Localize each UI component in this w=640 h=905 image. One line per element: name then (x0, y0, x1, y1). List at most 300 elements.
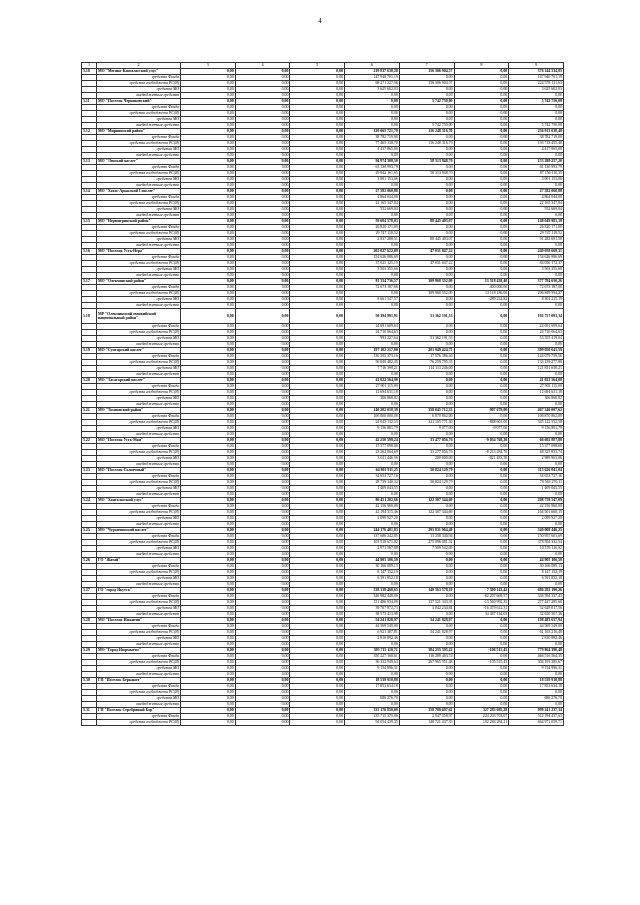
value-cell: 464 971 059,71 (509, 720, 564, 726)
value-cell: 0,00 (454, 105, 509, 111)
value-cell: 0,00 (509, 105, 564, 111)
value-cell: 0,00 (454, 414, 509, 420)
value-cell: 0,00 (290, 303, 345, 309)
value-cell: 0,00 (181, 159, 236, 165)
row-label-cell: средства МО (97, 267, 181, 273)
value-cell: 0,00 (454, 354, 509, 360)
value-cell: 0,00 (290, 93, 345, 99)
value-cell: 0,00 (181, 285, 236, 291)
value-cell: 0,00 (454, 129, 509, 135)
value-cell: 0,00 (181, 414, 236, 420)
row-number-cell: 5.16 (82, 249, 97, 255)
value-cell: 0,00 (235, 588, 290, 594)
value-cell: 0,00 (290, 564, 345, 570)
value-cell: 0,00 (290, 201, 345, 207)
value-cell: 0,00 (235, 267, 290, 273)
value-cell: 0,00 (399, 696, 454, 702)
value-cell: 3 611 446,56 (345, 456, 400, 462)
value-cell: 275 096 081,52 (399, 540, 454, 546)
value-cell: 0,00 (399, 243, 454, 249)
row-label-cell: МО "Город Нюрмыгэм" (97, 648, 181, 654)
value-cell: 0,00 (235, 123, 290, 129)
value-cell: 10 576 110,02 (509, 546, 564, 552)
value-cell: 0,00 (399, 87, 454, 93)
value-cell: 0,00 (181, 330, 236, 336)
value-cell: 0,00 (399, 297, 454, 303)
value-cell: 0,00 (181, 486, 236, 492)
value-cell: 0,00 (181, 261, 236, 267)
value-cell: 0,00 (181, 570, 236, 576)
value-cell: 235 715 375,00 (345, 714, 400, 720)
value-cell: 0,00 (454, 99, 509, 105)
value-cell: 9 156 881,79 (345, 426, 400, 432)
value-cell: 0,00 (290, 330, 345, 336)
row-label-cell: средства Фонда (97, 384, 181, 390)
value-cell: 0,00 (235, 486, 290, 492)
value-cell: 0,00 (290, 195, 345, 201)
value-cell: 0,00 (235, 201, 290, 207)
value-cell: 0,00 (181, 303, 236, 309)
row-label-cell: средства МО (97, 87, 181, 93)
value-cell: 0,00 (235, 624, 290, 630)
row-label-cell: средства МО (97, 177, 181, 183)
value-cell: 277 447 285,60 (509, 600, 564, 606)
header-cell: 5 (290, 63, 345, 69)
value-cell: 0,00 (290, 582, 345, 588)
value-cell: 350 227 160,61 (345, 654, 400, 660)
value-cell: 33 277 056,76 (399, 450, 454, 456)
value-cell: 224 203 703,07 (454, 714, 509, 720)
value-cell: 0,00 (290, 249, 345, 255)
value-cell: 0,00 (235, 207, 290, 213)
value-cell: 0,00 (290, 105, 345, 111)
value-cell: 0,00 (235, 438, 290, 444)
value-cell: 0,00 (454, 690, 509, 696)
value-cell: 0,00 (290, 594, 345, 600)
value-cell: 0,00 (235, 105, 290, 111)
value-cell: 0,00 (509, 213, 564, 219)
table-subrow (82, 720, 564, 726)
value-cell: 0,00 (290, 600, 345, 606)
value-cell: 0,00 (454, 582, 509, 588)
value-cell: 0,00 (235, 378, 290, 384)
value-cell: 3 503 355,60 (509, 267, 564, 273)
value-cell: 3 625 602,03 (509, 87, 564, 93)
value-cell: 0,00 (290, 117, 345, 123)
row-label-cell: МО "Поселок Усть-Мая" (97, 438, 181, 444)
value-cell: 0,00 (181, 540, 236, 546)
value-cell: 58 313 948,70 (399, 171, 454, 177)
value-cell: 0,00 (454, 117, 509, 123)
value-cell: 236 913 038,40 (509, 129, 564, 135)
value-cell: 0,00 (235, 618, 290, 624)
row-number-cell (82, 720, 97, 726)
value-cell: 34 653 727,16 (509, 474, 564, 480)
value-cell: 0,00 (290, 414, 345, 420)
value-cell: 0,00 (290, 207, 345, 213)
value-cell: 156 306 904,57 (399, 81, 454, 87)
value-cell: 156 306 904,57 (399, 69, 454, 75)
value-cell: 2 947 358,97 (399, 714, 454, 720)
value-cell: 0,00 (454, 504, 509, 510)
value-cell: -289 232,82 (454, 297, 509, 303)
value-cell: 0,00 (454, 303, 509, 309)
value-cell: 0,00 (290, 558, 345, 564)
value-cell: 8 147 152,19 (509, 570, 564, 576)
value-cell: 81 334 736,57 (345, 279, 400, 285)
row-number-cell: 5.12 (82, 129, 97, 135)
value-cell: 61 130 993,79 (509, 165, 564, 171)
value-cell: 0,00 (345, 462, 400, 468)
row-label-cell: средства госбюджета РС(Я) (97, 540, 181, 546)
value-cell: 0,00 (454, 510, 509, 516)
value-cell: 0,00 (399, 75, 454, 81)
value-cell: 0,00 (235, 183, 290, 189)
value-cell: 79 563 270,11 (509, 480, 564, 486)
value-cell: 0,00 (345, 492, 400, 498)
value-cell: 0,00 (290, 552, 345, 558)
value-cell: 140 563 578,19 (399, 588, 454, 594)
value-cell: 3 001 153,06 (345, 177, 400, 183)
row-label-cell: средства МО (97, 606, 181, 612)
value-cell: 59 604 578,03 (345, 219, 400, 225)
value-cell: 0,00 (181, 642, 236, 648)
header-cell: 3 (181, 63, 236, 69)
value-cell: 0,00 (345, 672, 400, 678)
value-cell: 538 338 468,65 (345, 588, 400, 594)
value-cell: 0,00 (181, 153, 236, 159)
row-label-cell: средства госбюджета РС(Я) (97, 600, 181, 606)
value-cell: 0,00 (290, 402, 345, 408)
value-cell: 0,00 (509, 522, 564, 528)
value-cell: 147 940 701,19 (509, 75, 564, 81)
value-cell: 0,00 (181, 255, 236, 261)
value-cell: 686 292 190,26 (509, 588, 564, 594)
value-cell: 197 102 217,00 (345, 348, 400, 354)
value-cell: 7 509 542,49 (399, 546, 454, 552)
value-cell: 103 518 671,02 (345, 540, 400, 546)
row-label-cell: внебюджетные средства (97, 462, 181, 468)
value-cell: 0,00 (454, 348, 509, 354)
value-cell: 23 262 064,69 (345, 450, 400, 456)
value-cell: 0,00 (181, 432, 236, 438)
row-number-cell: 5.26 (82, 558, 97, 564)
value-cell: 0,00 (235, 558, 290, 564)
value-cell: 0,00 (235, 237, 290, 243)
value-cell: 0,00 (290, 606, 345, 612)
row-number-cell: 5.30 (82, 678, 97, 684)
value-cell: 0,00 (235, 432, 290, 438)
value-cell: 0,00 (235, 516, 290, 522)
value-cell: 0,00 (454, 177, 509, 183)
value-cell: 0,00 (235, 678, 290, 684)
row-label-cell: средства госбюджета РС(Я) (97, 360, 181, 366)
value-cell: 0,00 (235, 342, 290, 348)
value-cell: 1 409 043,55 (509, 486, 564, 492)
value-cell: 0,00 (235, 348, 290, 354)
value-cell: 0,00 (454, 654, 509, 660)
value-cell: 0,00 (181, 516, 236, 522)
row-label-cell: МО "Томпонский район" (97, 408, 181, 414)
value-cell: 686 276,70 (509, 696, 564, 702)
value-cell: 0,00 (345, 522, 400, 528)
value-cell: 94 054 439,35 (345, 720, 400, 726)
value-cell: 0,00 (181, 324, 236, 330)
value-cell: -8 213 284,70 (454, 450, 509, 456)
value-cell: 115 626 041,04 (509, 468, 564, 474)
value-cell: 0,00 (509, 111, 564, 117)
value-cell: 2 099 927,20 (345, 516, 400, 522)
value-cell: 0,00 (454, 558, 509, 564)
value-cell: 44 569 549,00 (345, 624, 400, 630)
value-cell: 3 001 153,06 (509, 177, 564, 183)
value-cell: 0,00 (235, 93, 290, 99)
value-cell: 0,00 (181, 243, 236, 249)
value-cell: 0,00 (235, 219, 290, 225)
value-cell: 0,00 (454, 273, 509, 279)
value-cell: 0,00 (290, 183, 345, 189)
value-cell: 15 377 098,00 (345, 444, 400, 450)
value-cell: 0,00 (235, 111, 290, 117)
value-cell: 42 194 315,46 (345, 510, 400, 516)
value-cell: 0,00 (235, 648, 290, 654)
value-cell: 0,00 (181, 147, 236, 153)
value-cell: 0,00 (399, 702, 454, 708)
value-cell: 0,00 (181, 279, 236, 285)
value-cell: 7 390 143,42 (454, 588, 509, 594)
value-cell: 0,00 (181, 171, 236, 177)
value-cell: 0,00 (235, 576, 290, 582)
value-cell: 0,00 (454, 141, 509, 147)
row-label-cell: ГО "Жатай" (97, 558, 181, 564)
value-cell: 0,00 (235, 504, 290, 510)
value-cell: 0,00 (399, 462, 454, 468)
row-label-cell: внебюджетные средства (97, 522, 181, 528)
value-cell: 0,00 (399, 504, 454, 510)
value-cell: 0,00 (290, 588, 345, 594)
value-cell: 0,00 (345, 273, 400, 279)
value-cell: 4 417 865,00 (509, 147, 564, 153)
value-cell: 42 250 599,24 (345, 438, 400, 444)
value-cell: 50 394 901,91 (345, 309, 400, 324)
value-cell: 41 022 564,00 (509, 378, 564, 384)
row-number-cell: 5.20 (82, 378, 97, 384)
value-cell: 0,00 (290, 354, 345, 360)
row-label-cell: внебюджетные средства (97, 372, 181, 378)
value-cell: 0,00 (235, 552, 290, 558)
value-cell: 0,00 (399, 285, 454, 291)
value-cell: 333 176 850,00 (345, 708, 400, 714)
value-cell: 5 742 750,00 (399, 123, 454, 129)
value-cell: 0,00 (290, 546, 345, 552)
row-label-cell: МО "Олекминский район" (97, 279, 181, 285)
value-cell: 4 864 044,00 (509, 195, 564, 201)
value-cell: 0,00 (345, 303, 400, 309)
row-label-cell: средства госбюджета РС(Я) (97, 261, 181, 267)
value-cell: 88 445 403,07 (399, 237, 454, 243)
value-cell: 54 241 828,97 (399, 630, 454, 636)
value-cell: 0,00 (181, 594, 236, 600)
value-cell: 309 968 352,09 (399, 291, 454, 297)
value-cell: 6 870 862,00 (399, 414, 454, 420)
value-cell: 0,00 (235, 324, 290, 330)
value-cell: 0,00 (235, 480, 290, 486)
value-cell: 116 248 316,70 (399, 129, 454, 135)
value-cell: 0,00 (290, 486, 345, 492)
value-cell: 0,00 (235, 360, 290, 366)
row-number-cell: 5.19 (82, 348, 97, 354)
row-number-cell: 5.22 (82, 438, 97, 444)
row-label-cell: средства Фонда (97, 594, 181, 600)
value-cell: 0,00 (345, 372, 400, 378)
value-cell: 32 628 017,56 (509, 606, 564, 612)
value-cell: 36 332 949,64 (345, 660, 400, 666)
row-label-cell: МО "Чурапчинский наслег" (97, 528, 181, 534)
value-cell: 0,00 (235, 582, 290, 588)
row-label-cell: МО "Поселок Черниковский" (97, 99, 181, 105)
row-label-cell: внебюджетные средства (97, 612, 181, 618)
value-cell: 0,00 (181, 558, 236, 564)
row-label-cell: средства госбюджета РС(Я) (97, 231, 181, 237)
value-cell: 0,00 (454, 360, 509, 366)
value-cell: 0,00 (290, 426, 345, 432)
value-cell: 0,00 (454, 390, 509, 396)
row-label-cell: средства Фонда (97, 135, 181, 141)
value-cell: 0,00 (290, 225, 345, 231)
value-cell: 0,00 (509, 432, 564, 438)
value-cell: 306 868,82 (345, 396, 400, 402)
value-cell: 540 008 446,25 (509, 528, 564, 534)
value-cell: 13 258 340,94 (399, 534, 454, 540)
value-cell: 0,00 (399, 303, 454, 309)
value-cell: 0,00 (454, 444, 509, 450)
value-cell: 29 747 118,52 (345, 231, 400, 237)
value-cell: 0,00 (399, 690, 454, 696)
value-cell: 0,00 (181, 207, 236, 213)
value-cell: 0,00 (454, 618, 509, 624)
value-cell: 0,00 (181, 468, 236, 474)
row-label-cell: внебюджетные средства (97, 702, 181, 708)
value-cell: 0,00 (454, 336, 509, 342)
value-cell: 0,00 (181, 87, 236, 93)
value-cell: -13 560 992,35 (454, 600, 509, 606)
value-cell: 0,00 (509, 582, 564, 588)
row-number-cell: 5.24 (82, 498, 97, 504)
value-cell: 0,00 (345, 105, 400, 111)
value-cell: 0,00 (235, 666, 290, 672)
value-cell: 0,00 (454, 324, 509, 330)
value-cell: 94 974 308,50 (345, 159, 400, 165)
value-cell: 0,00 (290, 348, 345, 354)
value-cell: 0,00 (399, 225, 454, 231)
value-cell: 0,00 (181, 624, 236, 630)
value-cell: 32 650 307,36 (509, 612, 564, 618)
value-cell: 0,00 (181, 462, 236, 468)
row-number-cell: 5.27 (82, 588, 97, 594)
value-cell: 0,00 (290, 708, 345, 714)
value-cell: 2 810 892,46 (345, 636, 400, 642)
value-cell: 0,00 (235, 564, 290, 570)
value-cell: 219 837 630,28 (345, 69, 400, 75)
value-cell: 17 853 634,18 (345, 684, 400, 690)
row-label-cell: внебюджетные средства (97, 342, 181, 348)
value-cell: 200 000,00 (399, 456, 454, 462)
value-cell: 6 591 852,18 (345, 576, 400, 582)
value-cell: -106 515,45 (454, 648, 509, 654)
value-cell: 377 784 650,26 (509, 279, 564, 285)
value-cell: 0,00 (181, 99, 236, 105)
value-cell: 0,00 (235, 255, 290, 261)
row-label-cell: средства госбюджета РС(Я) (97, 201, 181, 207)
value-cell: 0,00 (235, 492, 290, 498)
row-label-cell: средства Фонда (97, 225, 181, 231)
value-cell: 0,00 (454, 666, 509, 672)
row-label-cell: средства МО (97, 576, 181, 582)
value-cell: 0,00 (290, 396, 345, 402)
value-cell: 0,00 (235, 630, 290, 636)
value-cell: 150 957 603,69 (509, 534, 564, 540)
value-cell: 0,00 (290, 444, 345, 450)
row-number-cell: 5.21 (82, 408, 97, 414)
row-label-cell: средства госбюджета РС(Я) (97, 390, 181, 396)
value-cell: 0,00 (454, 309, 509, 324)
value-cell: 304 193 385,67 (509, 660, 564, 666)
value-cell: 0,00 (290, 468, 345, 474)
value-cell: 0,00 (290, 324, 345, 330)
row-number-cell: 5.18 (82, 309, 97, 324)
value-cell: 0,00 (181, 546, 236, 552)
value-cell: 0,00 (399, 492, 454, 498)
value-cell: 0,00 (399, 378, 454, 384)
row-number-cell: 5.29 (82, 648, 97, 654)
value-cell: 0,00 (345, 552, 400, 558)
value-cell: 0,00 (399, 594, 454, 600)
value-cell: 295 831 964,49 (399, 528, 454, 534)
value-cell: 0,00 (454, 468, 509, 474)
value-cell: 0,00 (399, 516, 454, 522)
row-number-cell: 5.13 (82, 159, 97, 165)
value-cell: 0,00 (181, 528, 236, 534)
value-cell: 0,00 (235, 672, 290, 678)
row-label-cell: внебюджетные средства (97, 243, 181, 249)
value-cell: 0,00 (181, 129, 236, 135)
value-cell: 0,00 (345, 402, 400, 408)
value-cell: 0,00 (454, 195, 509, 201)
value-cell: 0,00 (345, 93, 400, 99)
value-cell: 0,00 (290, 336, 345, 342)
value-cell: 0,00 (235, 642, 290, 648)
value-cell: 0,00 (181, 504, 236, 510)
value-cell: 24 691 609,64 (509, 324, 564, 330)
value-cell: 201 949 424,75 (399, 348, 454, 354)
value-cell: 0,00 (181, 111, 236, 117)
value-cell: 0,00 (290, 492, 345, 498)
value-cell: 249 058 669,31 (509, 249, 564, 255)
value-cell: 0,00 (235, 420, 290, 426)
value-cell: 0,00 (399, 273, 454, 279)
value-cell: 0,00 (181, 618, 236, 624)
value-cell: 0,00 (235, 243, 290, 249)
value-cell: 0,00 (290, 372, 345, 378)
row-label-cell: средства Фонда (97, 354, 181, 360)
value-cell: 18 539 910,88 (345, 678, 400, 684)
value-cell: 0,00 (290, 342, 345, 348)
value-cell: 6 591 852,18 (509, 576, 564, 582)
value-cell: 108 483 657,94 (509, 618, 564, 624)
value-cell: 0,00 (290, 684, 345, 690)
value-cell: 0,00 (290, 660, 345, 666)
value-cell: 0,00 (454, 498, 509, 504)
